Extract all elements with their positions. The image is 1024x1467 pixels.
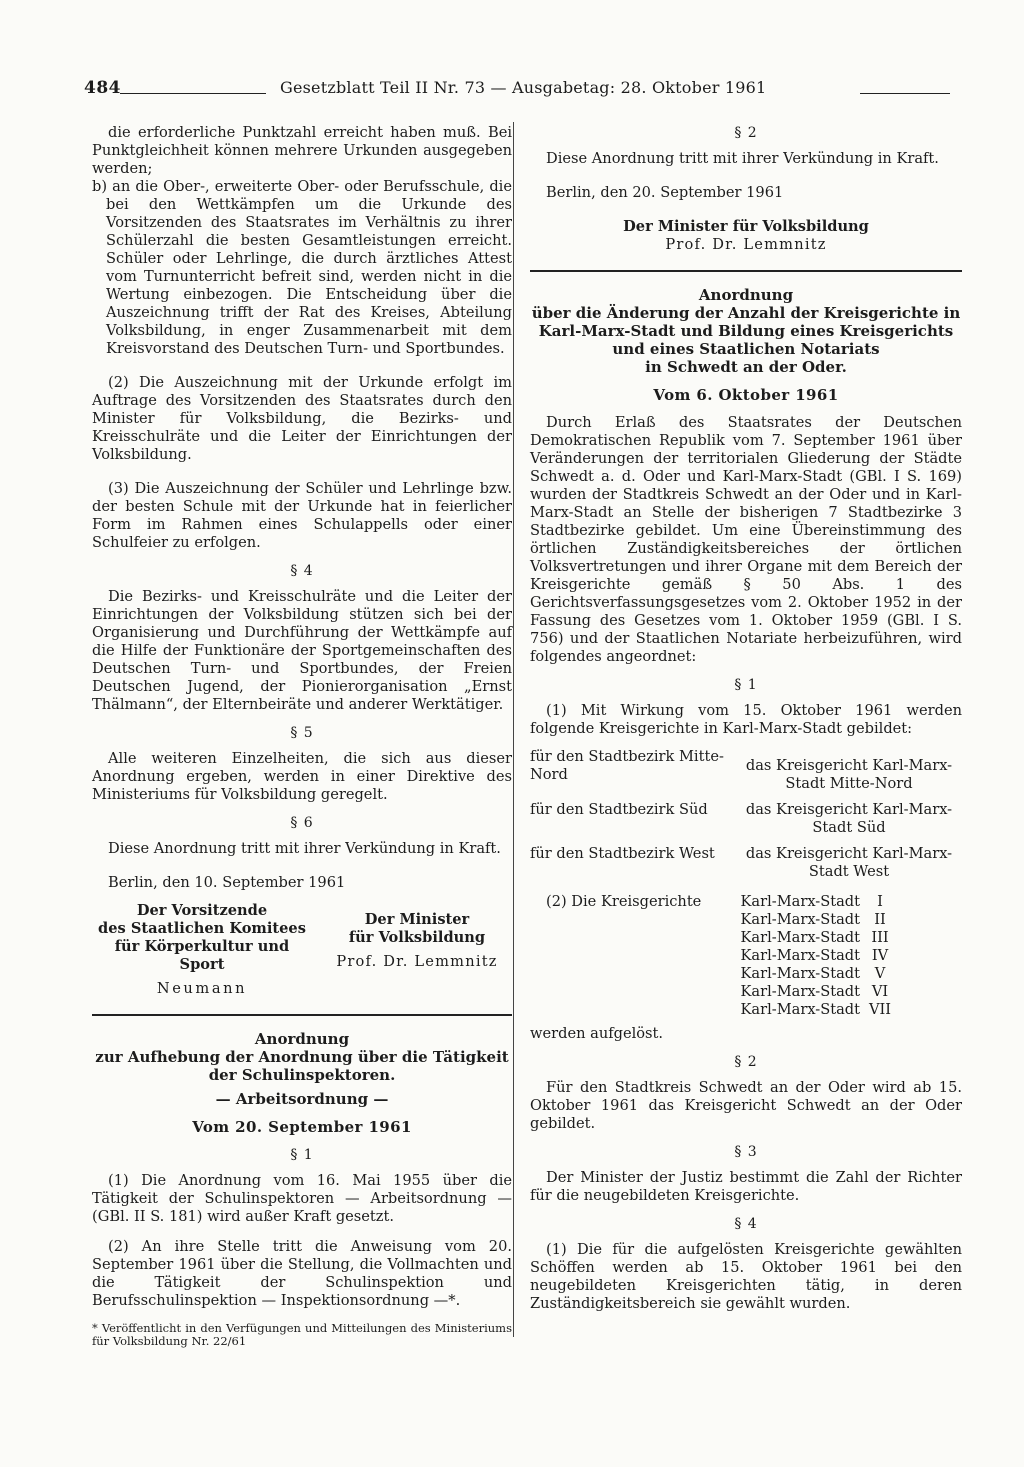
ordinance-title-line: und eines Staatlichen Notariats — [612, 340, 880, 358]
signature-title-line: für Körperkultur und Sport — [114, 938, 290, 973]
footnote: * Veröffentlicht in den Verfügungen und Mitteilungen des Ministeriums für Volksbildung Nr. 22/61 — [92, 1321, 512, 1348]
section-4-text: (1) Die für die aufgelösten Kreisgerichte gewählten Schöffen werden ab 15. Oktober 1961 bei den neugebildeten Kreisgerichten tätig, in deren Zuständigkeitsbereich sie gewählt wurden. — [530, 1241, 962, 1312]
court-name: Karl-Marx-Stadt — [740, 983, 860, 1000]
signatory-name: Prof. Dr. Lemmnitz — [336, 953, 498, 970]
header-rule-left — [120, 93, 266, 94]
court-name: das Kreisgericht Karl-Marx-Stadt West — [745, 845, 953, 880]
preamble-text: Durch Erlaß des Staatsrates der Deutschen Demokratischen Republik vom 7. September 1961 über Veränderungen der territorialen Gliederung der Städte Schwedt a. d. Oder und Karl-Marx-Stadt (GBl. I S. 169) wurden der Stadtkreis Schwedt an der Oder und in Karl-Marx-Stadt an Stelle der bisherigen 7 Stadtbezirke 3 Stadtbezirke gebildet. Um eine Übereinstimmung des örtlichen Zuständigkeitsbereiches der örtlichen Volksvertretungen und ihrer Organe mit dem Bereich der Kreisgerichte gemäß § 50 Abs. 1 des Gerichtsverfassungsgesetzes vom 2. Oktober 1952 in der Fassung des Gesetzes vom 1. Oktober 1959 (GBl. I S. 756) und der Staatlichen Notariate herbeizuführen, wird folgendes angeordnet: — [530, 414, 962, 665]
section-heading-4: § 4 — [734, 1216, 758, 1232]
district-court-table — [530, 748, 962, 881]
place-date: Berlin, den 10. September 1961 — [108, 874, 346, 891]
signature-title-line: Der Minister — [364, 911, 470, 928]
court-name: Karl-Marx-Stadt — [740, 893, 860, 910]
ordinance-subtitle: — Arbeitsordnung — — [215, 1090, 389, 1108]
ordinance-title-line: Anordnung — [254, 1030, 350, 1048]
section-separator — [530, 270, 962, 272]
page-number: 484 — [84, 78, 121, 98]
court-name: das Kreisgericht Karl-Marx-Stadt Mitte-Nord — [745, 757, 953, 792]
ordinance-date: Vom 6. Oktober 1961 — [653, 386, 839, 404]
court-number: I — [877, 893, 883, 910]
signature-title-line: für Volksbildung — [348, 929, 486, 946]
court-number: VII — [868, 1001, 892, 1018]
section-heading-3: § 3 — [734, 1144, 758, 1160]
ordinance-date: Vom 20. September 1961 — [192, 1118, 412, 1136]
dissolved-courts-list — [530, 893, 962, 1019]
court-name: Karl-Marx-Stadt — [740, 929, 860, 946]
court-name: Karl-Marx-Stadt — [740, 1001, 860, 1018]
section-2-text: Für den Stadtkreis Schwedt an der Oder wird ab 15. Oktober 1961 das Kreisgericht Schwedt an der Oder gebildet. — [530, 1079, 962, 1132]
section-heading-5: § 5 — [290, 725, 314, 741]
section-heading-2: § 2 — [734, 1054, 758, 1070]
district-name: für den Stadtbezirk Mitte-Nord — [530, 748, 724, 783]
court-number: II — [874, 911, 886, 928]
page-header — [84, 76, 950, 100]
section-heading-4: § 4 — [290, 563, 314, 579]
left-column — [92, 124, 512, 1348]
section-1-paragraph-1: (1) Mit Wirkung vom 15. Oktober 1961 werden folgende Kreisgerichte in Karl-Marx-Stadt gebildet: — [530, 702, 962, 737]
signatory-name: Prof. Dr. Lemmnitz — [665, 236, 827, 253]
section-4-text: Die Bezirks- und Kreisschulräte und die Leiter der Einrichtungen der Volksbildung stützen sich bei der Organisierung und Durchführung der Wettkämpfe auf die Hilfe der Funktionäre der Sportgemeinschaften des Deutschen Turn- und Sportbundes, der Freien Deutschen Jugend, der Pionierorganisation „Ernst Thälmann“, der Elternbeiräte und anderer Werktätiger. — [92, 588, 512, 713]
column-divider — [513, 122, 514, 1337]
court-number: VI — [871, 983, 889, 1000]
signature-title: Der Minister für Volksbildung — [623, 218, 869, 235]
court-name: das Kreisgericht Karl-Marx-Stadt Süd — [745, 801, 953, 836]
section-3-text: Der Minister der Justiz bestimmt die Zahl der Richter für die neugebildeten Kreisgerichte. — [530, 1169, 962, 1204]
right-column — [530, 124, 962, 1313]
ordinance-title-line: zur Aufhebung der Anordnung über die Tätigkeit — [95, 1048, 509, 1066]
list-item-b: b) an die Ober-, erweiterte Ober- oder Berufsschule, die bei den Wettkämpfen um die Urkunde des Vorsitzenden des Staatsrates im Verhältnis zu ihrer Schülerzahl die besten Gesamtleistungen erreicht. Schüler oder Lehrlinge, die durch ärztliches Attest vom Turnunterricht befreit sind, werden nicht in die Wertung einbezogen. Die Entscheidung über die Auszeichnung trifft der Rat des Kreises, Abteilung Volksbildung, in enger Zusammenarbeit mit dem Kreisvorstand des Deutschen Turn- und Sportbundes. — [92, 178, 512, 357]
court-name: Karl-Marx-Stadt — [740, 911, 860, 928]
signature-minister — [322, 902, 512, 998]
signature-chairman — [92, 902, 312, 998]
court-number: IV — [871, 947, 889, 964]
section-heading-1: § 1 — [734, 677, 758, 693]
ordinance-title-line: in Schwedt an der Oder. — [645, 358, 847, 376]
section-5-text: Alle weiteren Einzelheiten, die sich aus dieser Anordnung ergeben, werden in einer Direktive des Ministeriums für Volksbildung geregelt. — [92, 750, 512, 803]
list-ending: werden aufgelöst. — [530, 1025, 664, 1042]
place-date: Berlin, den 20. September 1961 — [546, 184, 784, 201]
paragraph-abs2: (2) Die Auszeichnung mit der Urkunde erfolgt im Auftrage des Vorsitzenden des Staatsrates durch den Minister für Volksbildung, die Bezirks- und Kreisschulräte und die Leiter der Einrichtungen der Volksbildung. — [92, 374, 512, 463]
section-heading-6: § 6 — [290, 815, 314, 831]
section-heading-2: § 2 — [734, 125, 758, 141]
ordinance-paragraph-1: (1) Die Anordnung vom 16. Mai 1955 über die Tätigkeit der Schulinspektoren — Arbeitsordnung — (GBl. II S. 181) wird außer Kraft gesetzt. — [92, 1172, 512, 1225]
ordinance-paragraph-2: (2) An ihre Stelle tritt die Anweisung vom 20. September 1961 über die Stellung, die Vollmachten und die Tätigkeit der Schulinspektion und Berufsschulinspektion — Inspektionsordnung —*. — [92, 1238, 512, 1309]
signature-block — [92, 902, 512, 998]
continuation-text: die erforderliche Punktzahl erreicht haben muß. Bei Punktgleichheit können mehrere Urkunden ausgegeben werden; — [92, 124, 512, 177]
ordinance-title-line: über die Änderung der Anzahl der Kreisgerichte in — [531, 304, 961, 322]
district-name: für den Stadtbezirk West — [530, 845, 715, 862]
section-separator — [92, 1014, 512, 1016]
court-number: V — [874, 965, 886, 982]
signatory-name: Neumann — [156, 980, 248, 997]
ordinance-title — [92, 1030, 512, 1108]
district-name: für den Stadtbezirk Süd — [530, 801, 708, 818]
section-heading-1: § 1 — [290, 1147, 314, 1163]
court-name: Karl-Marx-Stadt — [740, 965, 860, 982]
signature-title-line: des Staatlichen Komitees — [98, 920, 306, 937]
section-2-text: Diese Anordnung tritt mit ihrer Verkündung in Kraft. — [546, 150, 939, 167]
section-6-text: Diese Anordnung tritt mit ihrer Verkündung in Kraft. — [108, 840, 501, 857]
header-title: Gesetzblatt Teil II Nr. 73 — Ausgabetag: 28. Oktober 1961 — [280, 78, 767, 97]
header-rule-right — [860, 93, 950, 94]
list-lead: (2) Die Kreisgerichte — [546, 893, 702, 910]
ordinance-title-line: Karl-Marx-Stadt und Bildung eines Kreisgerichts — [538, 322, 954, 340]
ordinance-title-line: der Schulinspektoren. — [208, 1066, 396, 1084]
court-number: III — [871, 929, 889, 946]
ordinance-title-line: Anordnung — [698, 286, 794, 304]
signature-title-line: Der Vorsitzende — [136, 902, 268, 919]
court-name: Karl-Marx-Stadt — [740, 947, 860, 964]
paragraph-abs3: (3) Die Auszeichnung der Schüler und Lehrlinge bzw. der besten Schule mit der Urkunde hat in feierlicher Form im Rahmen eines Schulappells oder einer Schulfeier zu erfolgen. — [92, 480, 512, 551]
ordinance-title — [530, 286, 962, 376]
